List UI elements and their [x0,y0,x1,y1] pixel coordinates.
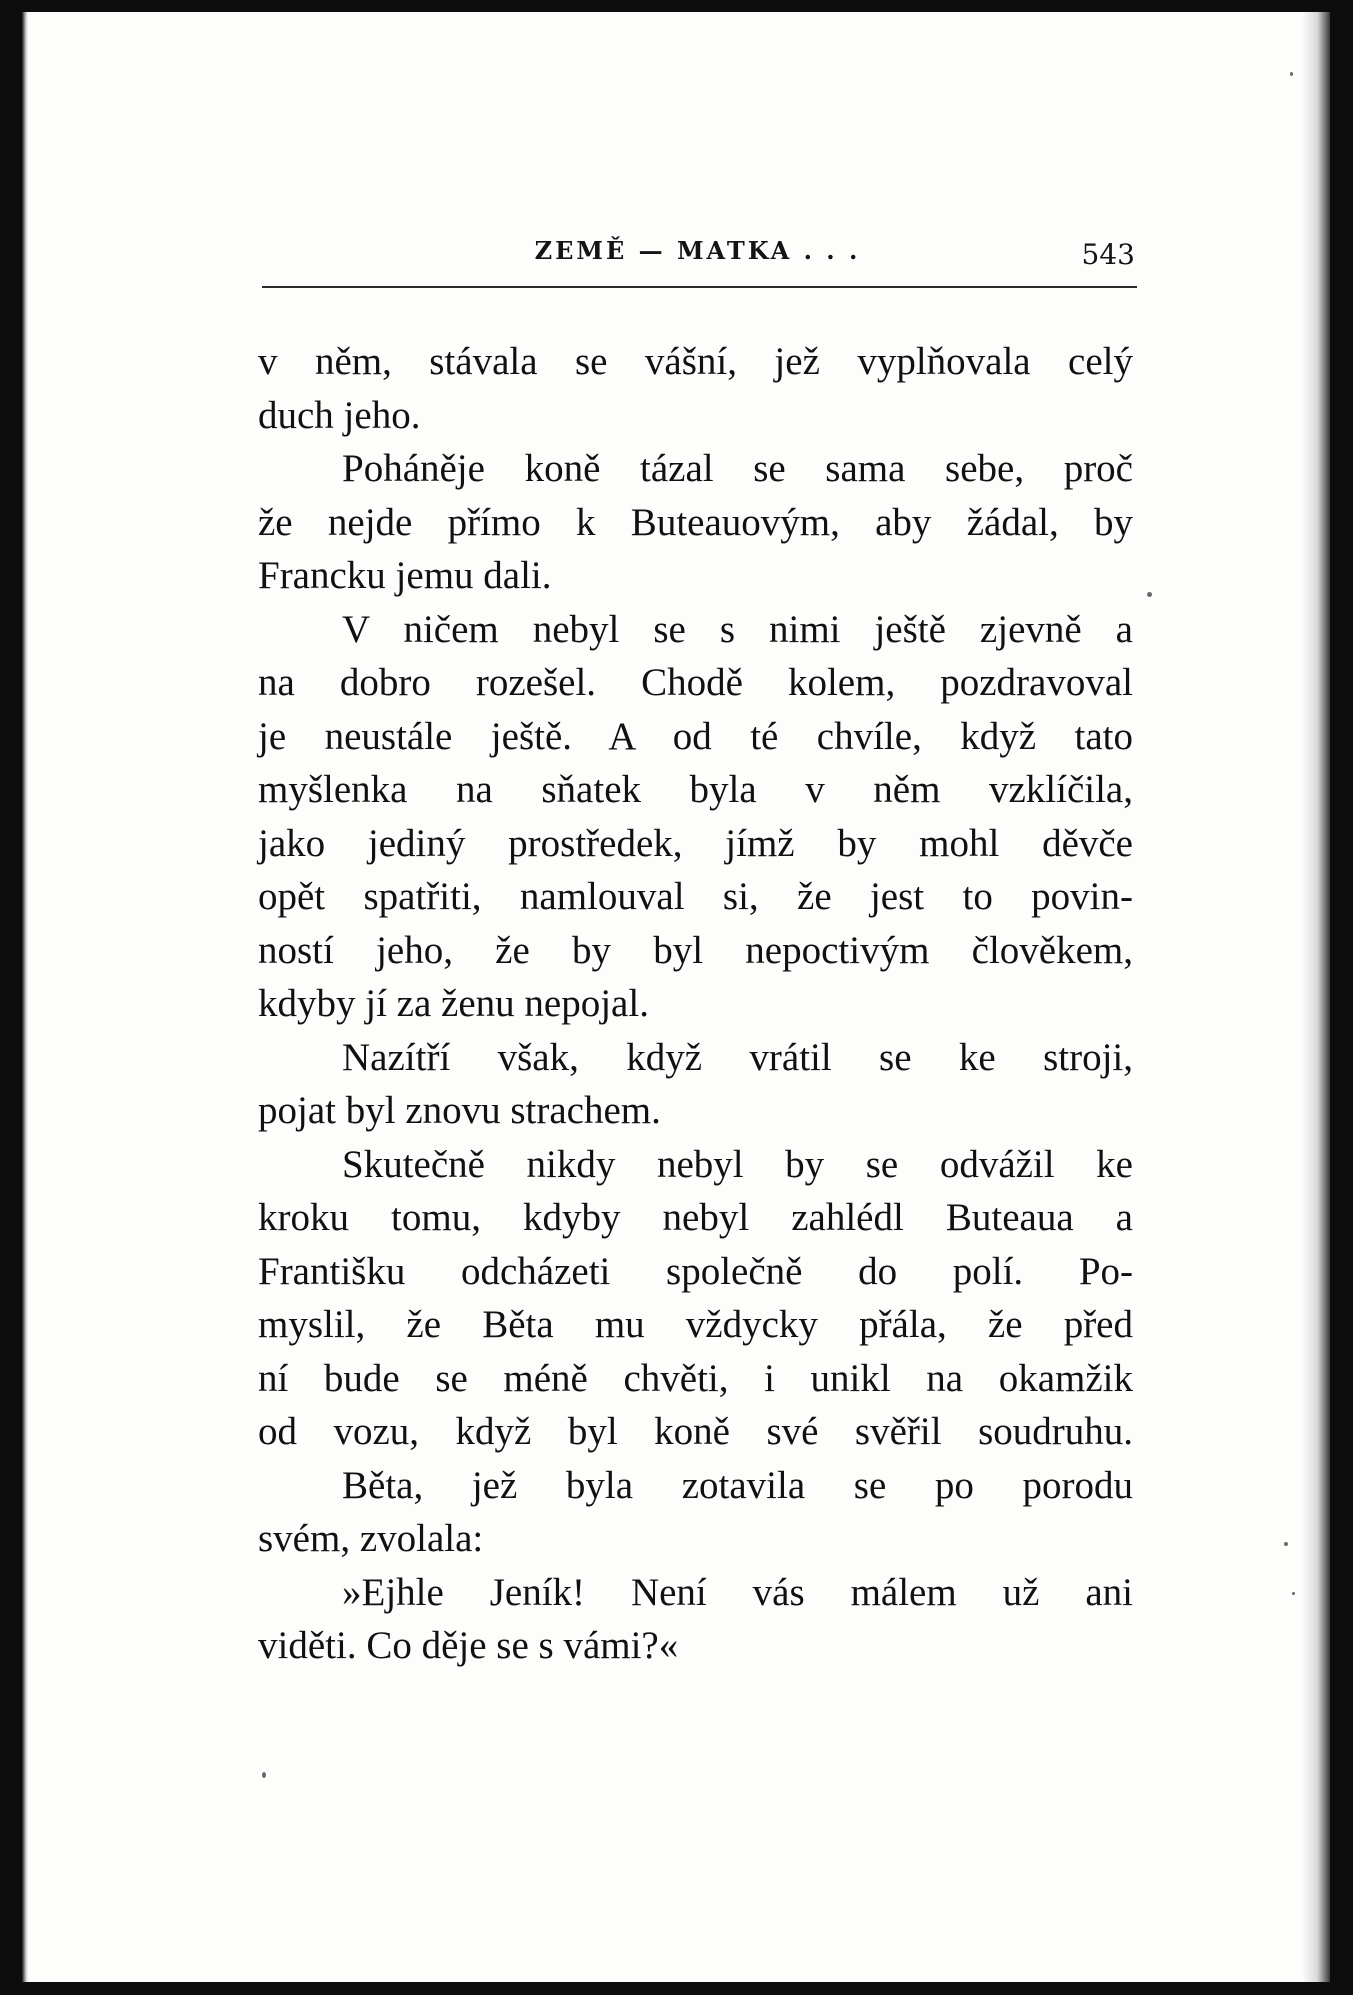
text-line: Skutečně nikdy nebyl by se odvážil ke [342,1142,1133,1186]
text-line: na dobro rozešel. Chodě kolem, pozdravoval [258,661,1133,704]
scan-speck [1290,72,1293,76]
text-line: kdyby jí za ženu nepojal. [258,982,649,1025]
text-line: duch jeho. [258,393,421,437]
text-line: pojat byl znovu strachem. [258,1089,661,1132]
text-line: opět spatřiti, namlouval si, že jest to povin- [258,875,1133,918]
text-line: Francku jemu dali. [258,554,552,597]
text-line: V ničem nebyl se s nimi ještě zjevně a [342,607,1133,651]
text-line: že nejde přímo k Buteauovým, aby žádal, by [258,500,1133,544]
text-line: myšlenka na sňatek byla v něm vzklíčila, [258,768,1133,811]
text-line: je neustále ještě. A od té chvíle, když tato [258,714,1133,758]
text-line: »Ejhle Jeník! Není vás málem už ani [342,1570,1133,1614]
text-line: Poháněje koně tázal se sama sebe, proč [342,447,1133,490]
running-head [260,222,1135,274]
running-title: ZEMĚ — MATKA . . . [534,236,861,265]
scan-speck [1147,592,1152,597]
text-body [258,335,1133,1673]
paragraph [258,1031,1133,1138]
scan-speck [1284,1542,1288,1546]
scan-speck [262,1772,266,1778]
text-line: svém, zvolala: [258,1517,484,1560]
paragraph [258,603,1133,1031]
text-line: Nazítří však, když vrátil se ke stroji, [342,1035,1133,1079]
text-line: jako jediný prostředek, jímž by mohl děvče [258,821,1133,865]
page-right-edge [1302,12,1330,1982]
book-page [22,12,1330,1982]
text-line: v něm, stávala se vášní, jež vyplňovala celý [258,340,1133,383]
page-number: 543 [1081,238,1135,271]
text-line: myslil, že Běta mu vždycky přála, že před [258,1303,1133,1346]
paragraph [258,1138,1133,1459]
text-line: Františku odcházeti společně do polí. Po- [258,1249,1133,1293]
page-left-edge [22,12,28,1982]
scan-speck [1292,1592,1295,1595]
paragraph [258,335,1133,442]
text-line: od vozu, když byl koně své svěřil soudruhu. [258,1410,1133,1453]
paragraph [258,1459,1133,1566]
text-line: viděti. Co děje se s vámi?« [258,1624,679,1667]
paragraph [258,1566,1133,1673]
text-line: Běta, jež byla zotavila se po porodu [342,1463,1133,1507]
text-line: kroku tomu, kdyby nebyl zahlédl Buteaua a [258,1196,1133,1239]
header-rule [262,286,1137,288]
text-line: ností jeho, že by byl nepoctivým člověkem, [258,928,1133,972]
text-line: ní bude se méně chvěti, i unikl na okamžik [258,1356,1133,1400]
paragraph [258,442,1133,603]
